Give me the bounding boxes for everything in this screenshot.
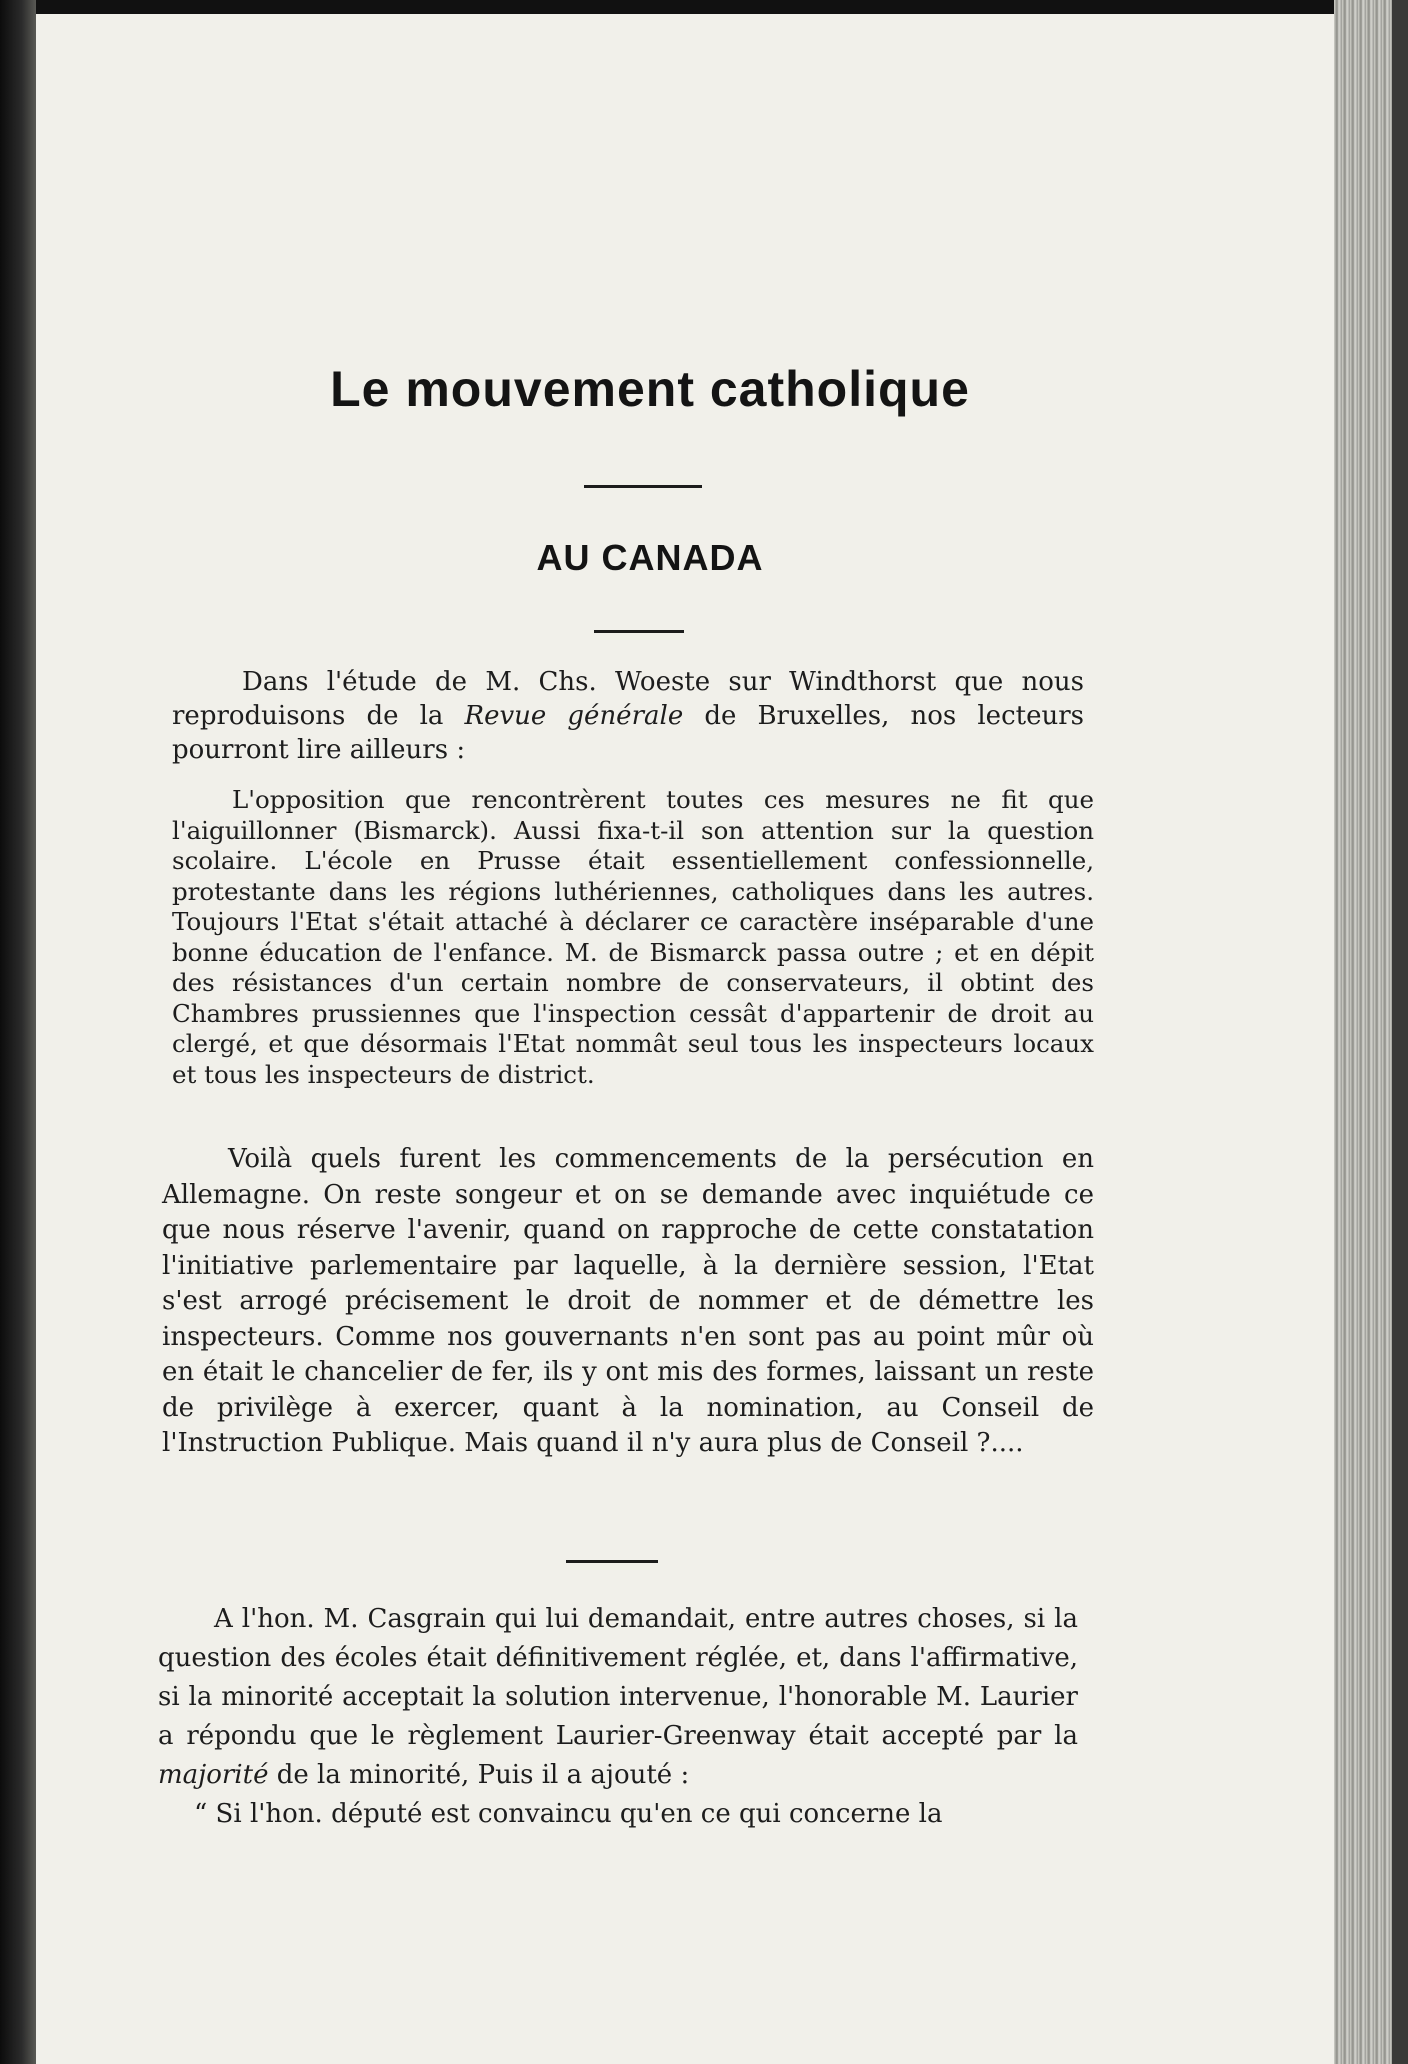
quote-paragraph-text: Voilà quels furent les commencements de la persécution en Allemagne. On reste songeur et on se demande avec inquiétude ce que nous réserve l'avenir, quand on rapproche de cette constatation l'initiative parlementaire par laquelle, à la dernière session, l'Etat s'est arrogé précisement le droit de nommer et de démettre les inspecteurs. Comme nos gouvernants n'en sont pas au point mûr où en était le chancelier de fer, ils y ont mis des formes, laissant un reste de privilège à exercer, quant à la nomination, au Conseil de l'Instruction Publique. Mais quand il n'y aura plus de Conseil ?.... [162,1144,1094,1458]
scan-top-border [0,0,1408,14]
article-subtitle: AU CANADA [536,537,764,578]
article-title: Le mouvement catholique [330,361,970,417]
quoted-paragraph-1 [172,785,1094,1090]
journal-title: Revue générale [464,701,684,731]
section-2-paragraph [158,1600,1078,1795]
intro-paragraph [172,665,1084,767]
section-2-text-start: A l'hon. M. Casgrain qui lui demandait, entre autres choses, si la question des écoles était définitivement réglée, et, dans l'affirmative, si la minorité acceptait la solution intervenue, l'honorable M. Laurier a répondu que le règlement Laurier-Greenway était accepté par la [158,1604,1078,1751]
section-2-text-end: de la minorité, Puis il a ajouté : [268,1760,690,1790]
scan-right-border [1392,0,1408,2064]
subtitle-divider [594,630,684,633]
section-2 [158,1600,1078,1834]
binding-shadow [0,0,36,2064]
intro-text-start: Dans l'étude de M. Chs. Woeste sur Windthorst que nous reproduisons de la [172,667,1084,731]
quote-paragraph-text: L'opposition que rencontrèrent toutes ces mesures ne fit que l'aiguillonner (Bismarck). Aussi fixa-t-il son attention sur la question scolaire. L'école en Prusse était essentiellement confessionnelle, protestante dans les régions luthériennes, catholiques dans les autres. Toujours l'Etat s'était attaché à déclarer ce caractère inséparable d'une bonne éducation de l'enfance. M. de Bismarck passa outre ; et en dépit des résistances d'un certain nombre de conservateurs, il obtint des Chambres prussiennes que l'inspection cessât d'appartenir de droit au clergé, et que désormais l'Etat nommât seul tous les inspecteurs locaux et tous les inspecteurs de district. [172,785,1094,1089]
quoted-paragraph-2 [162,1142,1094,1462]
section-divider [566,1560,658,1563]
section-2-quote: “ Si l'hon. député est convaincu qu'en ce qui concerne la [194,1799,943,1829]
intro-text-end: de Bruxelles, nos lecteurs pourront lire ailleurs : [172,701,1084,765]
emphasis-majorite: majorité [158,1760,269,1790]
title-divider [584,485,702,488]
